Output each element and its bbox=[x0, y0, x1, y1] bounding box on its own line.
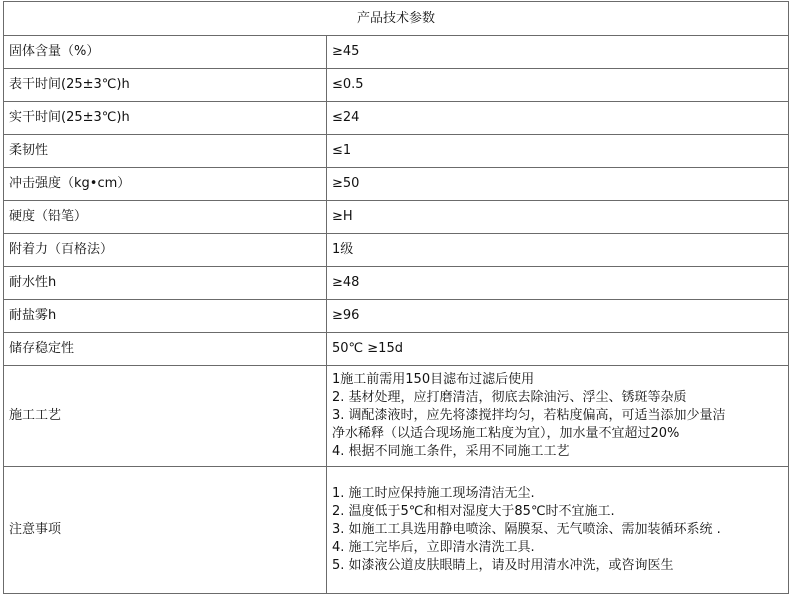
table-row bbox=[4, 168, 789, 201]
param-value: ≥45 bbox=[327, 36, 789, 69]
product-spec-table bbox=[3, 1, 789, 594]
table-row bbox=[4, 102, 789, 135]
process-row bbox=[4, 366, 789, 467]
table-row bbox=[4, 36, 789, 69]
param-value: 1级 bbox=[327, 234, 789, 267]
param-label: 表干时间(25±3℃)h bbox=[4, 69, 327, 102]
param-value: ≥96 bbox=[327, 300, 789, 333]
param-value: ≤0.5 bbox=[327, 69, 789, 102]
param-label: 固体含量（%） bbox=[4, 36, 327, 69]
process-step-line: 2. 基材处理，应打磨清洁，彻底去除油污、浮尘、锈斑等杂质 bbox=[332, 390, 687, 405]
param-value: 50℃ ≥15d bbox=[327, 333, 789, 366]
param-label: 柔韧性 bbox=[4, 135, 327, 168]
process-step-line: 3. 调配漆液时，应先将漆搅拌均匀，若粘度偏高，可适当添加少量洁 bbox=[332, 408, 726, 423]
note-line: 4. 施工完毕后，立即清水清洗工具. bbox=[332, 540, 535, 555]
param-label: 硬度（铅笔） bbox=[4, 201, 327, 234]
param-value: ≥48 bbox=[327, 267, 789, 300]
note-line: 2. 温度低于5℃和相对湿度大于85℃时不宜施工. bbox=[332, 504, 615, 519]
param-value: ≤24 bbox=[327, 102, 789, 135]
param-label: 附着力（百格法） bbox=[4, 234, 327, 267]
process-steps bbox=[327, 366, 789, 467]
process-label: 施工工艺 bbox=[4, 366, 327, 467]
param-label: 储存稳定性 bbox=[4, 333, 327, 366]
table-row bbox=[4, 267, 789, 300]
param-label: 冲击强度（kg•cm） bbox=[4, 168, 327, 201]
table-title-row bbox=[4, 2, 789, 36]
table-row bbox=[4, 69, 789, 102]
table-row bbox=[4, 300, 789, 333]
notes-row bbox=[4, 467, 789, 594]
note-line: 1. 施工时应保持施工现场清洁无尘. bbox=[332, 486, 535, 501]
param-value: ≥H bbox=[327, 201, 789, 234]
table-row bbox=[4, 135, 789, 168]
table-row bbox=[4, 234, 789, 267]
notes-label: 注意事项 bbox=[4, 467, 327, 594]
note-line: 3. 如施工工具选用静电喷涂、隔膜泵、无气喷涂、需加装循环系统 . bbox=[332, 522, 721, 537]
process-step-line: 净水稀释（以适合现场施工粘度为宜），加水量不宜超过20% bbox=[332, 426, 680, 441]
process-step-line: 1施工前需用150目滤布过滤后使用 bbox=[332, 372, 535, 387]
param-value: ≤1 bbox=[327, 135, 789, 168]
notes-list bbox=[327, 467, 789, 594]
param-label: 耐水性h bbox=[4, 267, 327, 300]
note-line: 5. 如漆液公道皮肤眼睛上，请及时用清水冲洗，或咨询医生 bbox=[332, 558, 674, 573]
table-title: 产品技术参数 bbox=[4, 2, 789, 36]
param-label: 实干时间(25±3℃)h bbox=[4, 102, 327, 135]
process-step-line: 4. 根据不同施工条件，采用不同施工工艺 bbox=[332, 444, 570, 459]
param-label: 耐盐雾h bbox=[4, 300, 327, 333]
table-row bbox=[4, 333, 789, 366]
table-row bbox=[4, 201, 789, 234]
param-value: ≥50 bbox=[327, 168, 789, 201]
